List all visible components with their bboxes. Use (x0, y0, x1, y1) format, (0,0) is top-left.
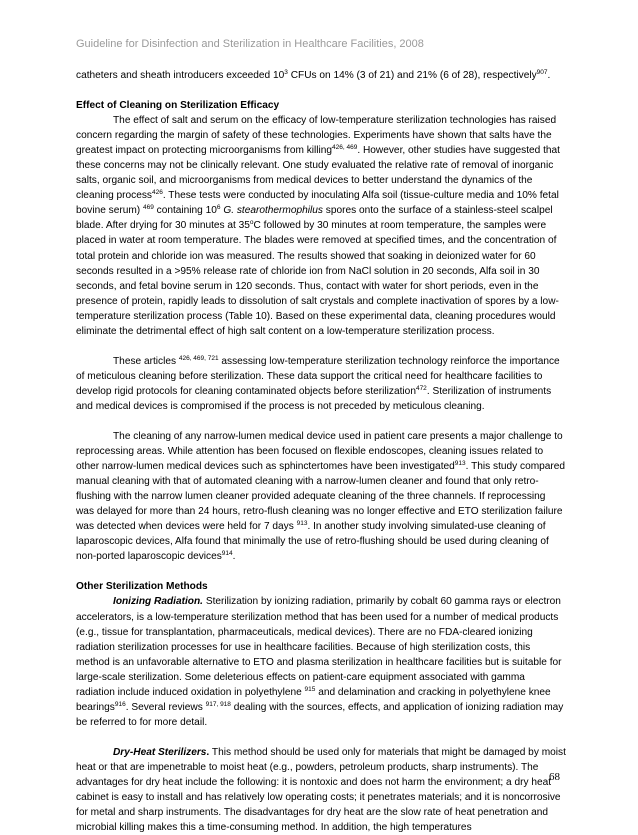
text: These articles (113, 355, 179, 367)
text: dealing with the sources, effects, and application of ionizing radiation may be referred to for more detail. (76, 701, 564, 728)
text: This method should be used only for materials that might be damaged by moist heat or that are impenetrable to moist heat (e.g., powders, petroleum products, sharp instruments). The advantages for dry heat include the following: it is nontoxic and does not harm the environment; a dry heat cabinet is easy to install and has relatively low operating costs; it penetrates materials; and it is noncorrosive for metal and sharp instruments. The disadvantages for dry heat are the slow rate of heat penetration and microbial killing makes this a time-consuming method. In addition, the high temperatures (76, 746, 566, 834)
paragraph-salt-serum (76, 113, 566, 339)
citation: 469 (142, 204, 154, 212)
text: . These tests were conducted by inoculating Alfa soil (tissue-culture media and 10% fetal bovine serum) (76, 190, 559, 217)
citation: 915 (304, 685, 316, 693)
citation: 907 (536, 69, 548, 76)
section-heading-cleaning-efficacy: Effect of Cleaning on Sterilization Efficacy (76, 100, 280, 112)
citation: 426, 469 (332, 144, 358, 152)
text: The effect of salt and serum on the efficacy of low-temperature sterilization technologies has raised concern regarding the margin of safety of these technologies. Experiments have shown that salts have the greatest impact on protecting microorganisms from killing (76, 115, 557, 157)
text: . (547, 70, 551, 81)
citation: 426, 469, 721 (178, 354, 219, 362)
superscript: 3 (284, 69, 288, 76)
paragraph-ionizing-radiation (76, 594, 566, 729)
paragraph-articles (76, 354, 566, 414)
text: . However, other studies have suggested that these concerns may not be clinically relevant. One study evaluated the relative rate of removal of inorganic salts, organic soil, and microorganisms from medical devices to better understand the dynamics of the cleaning process (76, 145, 560, 202)
paragraph-continued (76, 68, 566, 83)
citation: 913 (296, 520, 308, 528)
subheading-dry-heat: Dry-Heat Sterilizers (113, 746, 207, 758)
text: . (206, 746, 210, 758)
section-heading-other-methods: Other Sterilization Methods (76, 581, 208, 593)
citation: 914 (221, 550, 233, 558)
species-name: G. stearothermophilus (223, 205, 323, 217)
text: . (232, 551, 236, 563)
text: The cleaning of any narrow-lumen medical device used in patient care presents a major challenge to reprocessing areas. While attention has been focused on flexible endoscopes, cleaning issues related to other narrow-lumen medical devices such as sphinctertomes have been investigated (76, 430, 563, 473)
degree-symbol: o (249, 219, 254, 227)
text: containing 10 (153, 205, 217, 217)
citation: 426 (151, 189, 163, 197)
running-header: Guideline for Disinfection and Sterilization in Healthcare Facilities, 2008 (76, 38, 424, 50)
text: catheters and sheath introducers exceeded 10 (76, 70, 285, 81)
paragraph-narrow-lumen (76, 429, 566, 564)
text: and delamination and cracking in polyethylene knee bearings (76, 686, 551, 713)
text: C followed by 30 minutes at room temperature, the samples were placed in water at room temperature. The blades were removed at specified times, and the concentration of total protein and chloride ion was measured. The results showed that soaking in deionized water for 60 seconds resulted in a >95% release rate of chloride ion from NaCl solution in 20 seconds, Alfa soil in 30 seconds, and fetal bovine serum in 120 seconds. Thus, contact with water for short periods, even in the presence of protein, rapidly leads to dissolution of salt crystals and complete inactivation of spores by a low-temperature sterilization process (Table 10). Based on these experimental data, cleaning procedures would eliminate the detrimental effect of high salt content on a low-temperature sterilization process. (76, 220, 559, 337)
subheading-ionizing-radiation: Ionizing Radiation. (113, 596, 203, 608)
citation: 913 (454, 460, 466, 468)
page-number: 68 (549, 771, 560, 783)
page-body (76, 68, 566, 835)
text: . In another study involving simulated-use cleaning of laparoscopic devices, Alfa found that minimally the use of retro-flushing should be used during cleaning of non-ported laparoscopic devices (76, 521, 549, 563)
citation: 916 (114, 700, 126, 708)
text: Sterilization by ionizing radiation, primarily by cobalt 60 gamma rays or electron accelerators, is a low-temperature sterilization method that has been used for a number of medical products (e.g., tissue for transplantation, pharmaceuticals, medical devices). There are no FDA-cleared ionizing radiation sterilization processes for use in healthcare facilities. Because of high sterilization costs, this method is an unfavorable alternative to ETO and plasma sterilization in healthcare facilities but is suitable for large-scale sterilization. Some deleterious effects on patient-care equipment associated with gamma radiation include induced oxidation in polyethylene (76, 596, 562, 698)
citation: 917, 918 (205, 700, 231, 708)
text: spores onto the surface of a stainless-steel scalpel blade. After drying for 30 minutes at 35 (76, 205, 553, 232)
text: . Sterilization of instruments and medical devices is compromised if the process is not preceded by meticulous cleaning. (76, 385, 552, 412)
text: assessing low-temperature sterilization technology reinforce the importance of meticulous cleaning before sterilization. These data support the critical need for healthcare facilities to develop rigid protocols for cleaning contaminated objects before sterilization (76, 355, 560, 397)
citation: 472 (415, 384, 427, 392)
text: . Several reviews (125, 701, 206, 713)
text: CFUs on 14% (3 of 21) and 21% (6 of 28), respectively (287, 70, 537, 81)
superscript: 6 (216, 204, 221, 212)
text: . This study compared manual cleaning with that of automated cleaning with a narrow-lumen cleaner and found that only retro-flushing with the narrow lumen cleaner provided adequate cleaning of the three channels. If reprocessing was delayed for more than 24 hours, retro-flush cleaning was no longer effective and ETO sterilization failure was detected when devices were held for 7 days (76, 461, 566, 533)
paragraph-dry-heat (76, 745, 566, 835)
